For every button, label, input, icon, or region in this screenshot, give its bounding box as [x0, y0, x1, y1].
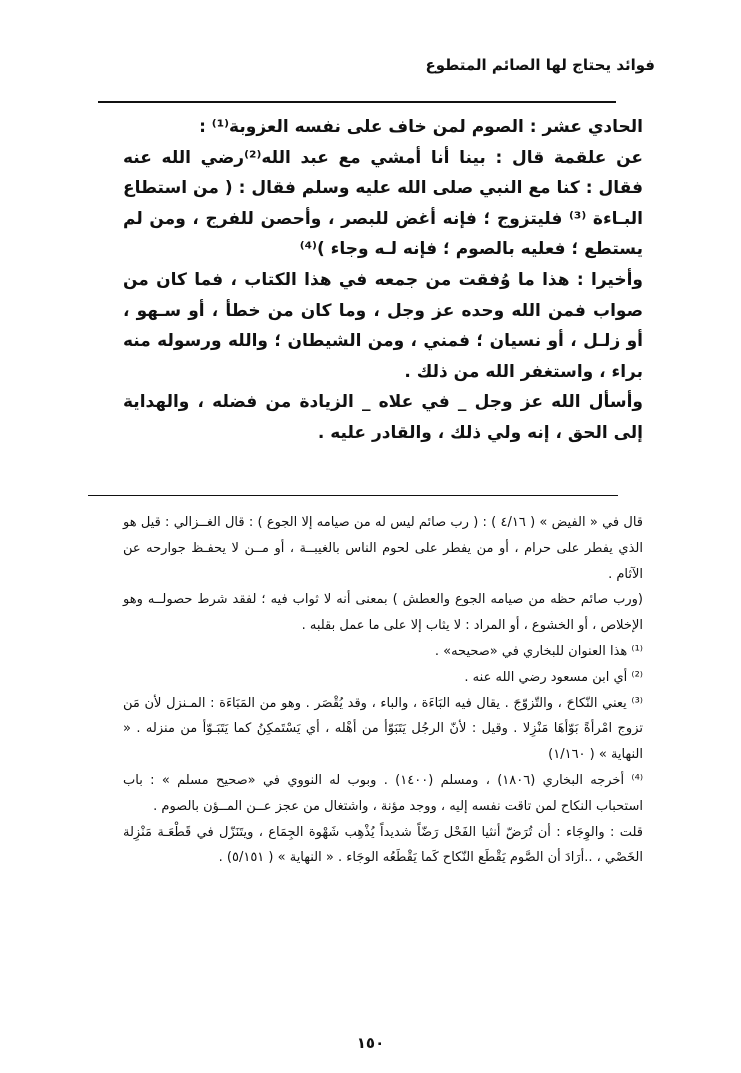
- closing-prayer-paragraph: وأسأل الله عز وجل _ في علاه _ الزيادة من فضله ، والهداية إلى الحق ، إنه ولي ذلك ، والقادر عليه .: [123, 392, 643, 443]
- running-head: فوائد يحتاج لها الصائم المتطوع: [425, 56, 655, 74]
- page-number: ١٥٠: [356, 1034, 385, 1052]
- footnote-continuation: (ورب صائم حظه من صيامه الجوع والعطش ) بمعنى أنه لا ثواب فيه ؛ لفقد شرط حصولــه وهو الإخلاص ، أو الخشوع ، أو المراد : لا يثاب إلا على ما عمل بقلبه .: [123, 592, 643, 634]
- footnote-continuation: قال في « الفيض » ( ٤/١٦ ) : ( رب صائم ليس له من صيامه إلا الجوع ) : قال الغــزالي : قيل هو الذي يفطر على حرام ، أو من يفطر على لحوم الناس بالغيبــة ، أو مــن لا يحفـظ جوارحه عن الآثام .: [123, 515, 643, 582]
- footnote-3: ⁽³⁾ يعني النّكاحَ ، والتّزوّجَ . يقال فيه البَاءَة ، والباء ، وقد يُقْصَر . وهو من المَبَاءَة : المـنزل لأن مَن تزوج امْرأةً بَوّأهَا مَنْزِلا . وقيل : لأنّ الرجُل يَتَبَوّأ من أهْله ، أي يَسْتَمكِنُ كما يَتَبَـوّأ من منزله . « النهاية » ( ١/١٦٠): [123, 695, 643, 763]
- section-heading: الحادي عشر : الصوم لمن خاف على نفسه العزوبة⁽¹⁾ :: [199, 117, 643, 137]
- closing-paragraph: وأخيرا : هذا ما وُفقت من جمعه في هذا الكتاب ، فما كان من صواب فمن الله وحده عز وجل ، وما كان من خطأ ، أو سـهو ، أو زلـل ، أو نسيان ؛ فمني ، ومن الشيطان ؛ والله ورسوله منه براء ، واستغفر الله من ذلك .: [123, 269, 643, 382]
- footnote-rule: [88, 495, 618, 496]
- hadith-paragraph: عن علقمة قال : بينا أنا أمشي مع عبد الله⁽²⁾رضي الله عنه فقال : كنا مع النبي صلى الله عليه وسلم فقال : ( من استطاع البـاءة ⁽³⁾ فليتزوج ؛ فإنه أغض للبصر ، وأحصن للفرج ، ومن لم يستطع ؛ فعليه بالصوم ؛ فإنه لـه وجاء )⁽⁴⁾: [123, 147, 643, 260]
- footnote-4: ⁽⁴⁾ أخرجه البخاري (١٨٠٦) ، ومسلم (١٤٠٠) . وبوب له النووي في «صحيح مسلم » : باب استحباب النكاح لمن تاقت نفسه إليه ، ووجد مؤنة ، واشتغال من عجز عــن المــؤن بالصوم .: [123, 772, 644, 814]
- main-text: [123, 112, 643, 449]
- footnote-2: ⁽²⁾ أي ابن مسعود رضي الله عنه .: [464, 669, 643, 685]
- footnote-1: ⁽¹⁾ هذا العنوان للبخاري في «صحيحه» .: [434, 643, 643, 659]
- header-rule: [98, 101, 616, 103]
- footnotes: [123, 510, 643, 871]
- footnote-note: قلت : والوِجَاء : أن تُرَضّ أنثيا الفَحْل رَضّاً شديداً يُذْهِب شَهْوة الجِمَاع ، ويتَنَزّل في قَطْعَـة مَنْزِلة الخَصْي ، ..أرَادَ أن الصَّوم يَقْطَع النّكاح كَما يَقْطَعُه الوجَاء . « النهاية » ( ٥/١٥١) .: [123, 824, 643, 866]
